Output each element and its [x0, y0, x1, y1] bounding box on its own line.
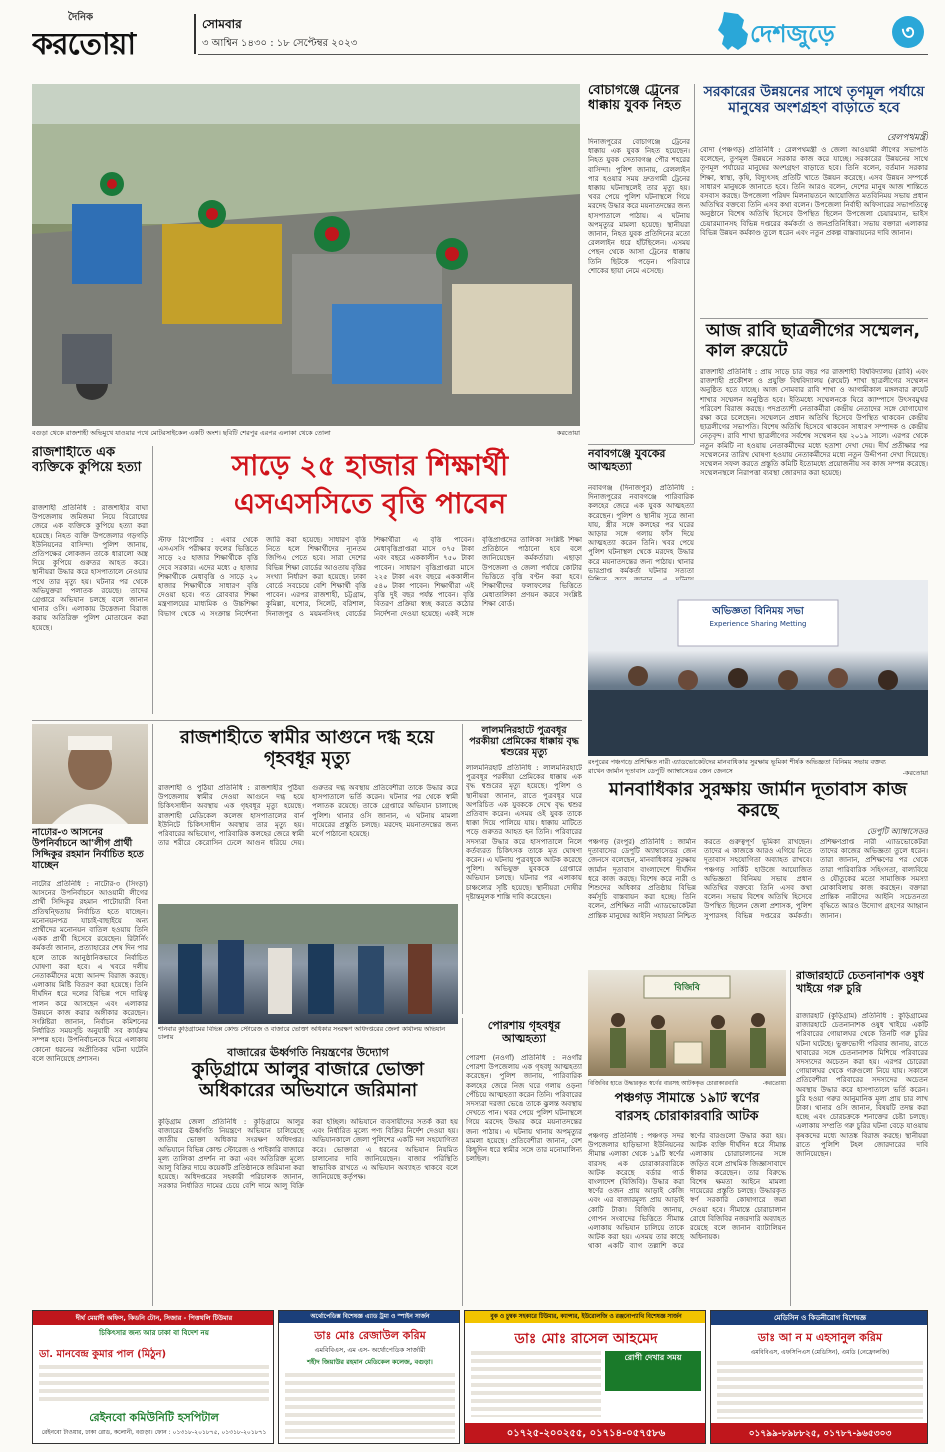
- masthead-underline: [198, 54, 928, 55]
- ad-rasel: [464, 1310, 706, 1444]
- meeting-photo: [588, 580, 928, 756]
- ad-ehsanul-degrees: এমবিবিএস, এফসিপিএস (মেডিসিন), এমডি (নেফ্রোলজি): [750, 1349, 890, 1356]
- story-kurigram: [158, 1044, 458, 1306]
- ad-rezaul-hospital: শহীদ জিয়াউর রহমান মেডিকেল কলেজ, বগুড়া।: [307, 1358, 433, 1366]
- ad-rainbow-title: দীর্ঘ মেয়াদী অফিস, কিডনি টোন, সিজার - পিত্তথলি টিউমার: [33, 1311, 274, 1325]
- border-photo-caption: [588, 1078, 786, 1090]
- story-porsha: [466, 1018, 582, 1306]
- story-bochaganj-body: দিনাজপুরের বোচাগঞ্জে ট্রেনের ধাক্কায় এক যুবক নিহত হয়েছেন। নিহত যুবক সেতাবগঞ্জ পৌর শহরের বাসিন্দা। পুলিশ জানায়, রেললাইন পার হওয়ার সময় দ্রুতগামী ট্রেনের ধাক্কায় ঘটনাস্থলেই তার মৃত্যু হয়। খবর পেয়ে পুলিশ ঘটনাস্থলে গিয়ে মরদেহ উদ্ধার করে ময়নাতদন্তের জন্য হাসপাতালে পাঠায়। এ ঘটনায় অপমৃত্যুর মামলা হয়েছে। স্থানীয়রা জানান, নিহত যুবক প্রতিদিনের মতো রেললাইন ধরে হাঁটছিলেন। এসময় পেছন থেকে আসা ট্রেনের ধাক্কায় তিনি ছিটকে পড়েন। পরিবারে শোকের ছায়া নেমে এসেছে।: [588, 138, 690, 275]
- ad-rainbow: [32, 1310, 274, 1444]
- story-bochaganj-headline: বোচাগঞ্জে ট্রেনের ধাক্কায় যুবক নিহত: [588, 84, 681, 113]
- ad-ehsanul-phone-bar: [711, 1423, 928, 1444]
- col-rule: [152, 446, 153, 714]
- ad-rasel-doctor: ডাঃ মোঃ রাসেল আহমেদ: [514, 1331, 658, 1347]
- meeting-photo-caption: [588, 758, 928, 778]
- masthead-logo-small: দৈনিক: [68, 12, 94, 23]
- story-chhatraleague: [700, 318, 928, 574]
- portrait: [32, 724, 148, 824]
- col-rule: [462, 724, 463, 1014]
- col-rule: [462, 1018, 463, 1306]
- masthead-logo: করতোয়া: [32, 27, 136, 62]
- ad-rezaul-title: অর্থোপেডিক্স বিশেষজ্ঞ এ্যাড ট্রমা ও স্পাইন সার্জন: [279, 1311, 460, 1323]
- market-photo: [158, 904, 458, 1024]
- story-gold-headline-2: বারসহ চোরাকারবারি আটক: [615, 1109, 759, 1124]
- story-lalmonirhat: [466, 724, 582, 1014]
- section-rule: [32, 720, 582, 721]
- story-fire-body: রাজশাহী ও পুঠিয়া প্রতিনিধি : রাজশাহীর পুঠিয়া উপজেলায় স্বামীর দেওয়া আগুনে দগ্ধ হয়ে চিকিৎসাধীন অবস্থায় এক গৃহবধূর মৃত্যু হয়েছে। রাজশাহী মেডিকেল কলেজ হাসপাতালের বার্ন ইউনিটে চিকিৎসাধীন অবস্থায় তার মৃত্যু হয়। পরিবারের অভিযোগ, পারিবারিক কলহের জেরে স্বামী তার শরীরে কেরোসিন ঢেলে আগুন ধরিয়ে দেয়। গুরুতর দগ্ধ অবস্থায় প্রতিবেশীরা তাকে উদ্ধার করে হাসপাতালে ভর্তি করেন। ঘটনার পর থেকে স্বামী পলাতক রয়েছে। তাকে গ্রেপ্তারে অভিযান চালাচ্ছে পুলিশ। থানার ওসি জানান, এ ঘটনায় মামলা দায়েরের প্রস্তুতি চলছে। মরদেহ ময়নাতদন্তের জন্য মর্গে পাঠানো হয়েছে।: [158, 784, 458, 848]
- ad-rezaul-degrees: এমবিবিএস, এম এস- অর্থোপেডিক সার্জারী: [314, 1346, 426, 1354]
- story-bypoll: [32, 828, 148, 1306]
- story-fire-headline: রাজশাহীতে স্বামীর আগুনে দগ্ধ হয়ে গৃহবধূর মৃত্যু: [179, 727, 435, 769]
- story-chhatraleague-headline: আজ রাবি ছাত্রলীগের সম্মেলন, কাল রুয়েটে: [706, 321, 920, 361]
- col-rule: [694, 84, 695, 444]
- story-nababganj-body: নবাবগঞ্জ (দিনাজপুর) প্রতিনিধি : দিনাজপুরের নবাবগঞ্জে পারিবারিক কলহের জেরে এক যুবক আত্মহত্যা করেছেন। পুলিশ ও স্থানীয় সূত্রে জানা যায়, স্ত্রীর সঙ্গে কলহের পর ঘরের আড়ার সঙ্গে গলায় ফাঁস দিয়ে আত্মহত্যা করেন তিনি। খবর পেয়ে পুলিশ ঘটনাস্থল থেকে মরদেহ উদ্ধার করে ময়নাতদন্তের জন্য পাঠায়। থানার ভারপ্রাপ্ত কর্মকর্তা ঘটনার সত্যতা: [588, 484, 694, 575]
- section-badge: [716, 10, 928, 54]
- story-gold: [588, 1092, 786, 1306]
- masthead: [18, 8, 928, 80]
- market-photo-caption: শনিবার কুড়িগ্রামের বিভিন্ন কোল্ড স্টোরেজ ও বাজারে ভোক্তা অধিকার সংরক্ষণ অধিদপ্তরের জেলা কার্যালয় অভিযান চালায়: [158, 1026, 445, 1041]
- page-number: ৩: [901, 20, 915, 44]
- rally-scene: [32, 84, 580, 426]
- story-porsha-body: পোরশা (নওগাঁ) প্রতিনিধি : নওগাঁর পোরশা উপজেলায় এক গৃহবধূ আত্মহত্যা করেছেন। পুলিশ জানায়, পারিবারিক কলহের জেরে নিজ ঘরে গলায় ওড়না পেঁচিয়ে আত্মহত্যা করেন তিনি। পরিবারের সদস্যরা দরজা ভেঙে তাকে ঝুলন্ত অবস্থায় দেখতে পান। খবর পেয়ে পুলিশ ঘটনাস্থলে গিয়ে মরদেহ উদ্ধার করে ময়নাতদন্তের জন্য পাঠায়। এ ঘটনায় থানায় অপমৃত্যুর মামলা হয়েছে। প্রতিবেশীরা জানান, বেশ কিছুদিন ধরে স্বামীর সঙ্গে তার মনোমালিন্য চলছিল।: [466, 1054, 582, 1164]
- border-photo-credit: -করতোয়া: [762, 1080, 786, 1087]
- story-nababganj-headline: নবাবগঞ্জে যুবকের আত্মহত্যা: [588, 447, 666, 473]
- page-number-circle: [892, 16, 924, 48]
- ad-rainbow-phone: রেইনবো টাওয়ার, ঢাকা রোড, কলোনী, বগুড়া। ফোন : ০১৩১৮-২০১৮৭৫, ০১৩১৮-২০১৮৭১: [41, 1429, 267, 1436]
- story-gold-headline-1: পঞ্চগড় সীমান্তে ১৯টি স্বর্ণের: [614, 1092, 760, 1106]
- lead-headline-line1: সাড়ে ২৫ হাজার শিক্ষার্থী: [231, 449, 509, 482]
- meeting-banner-en: Experience Sharing Metting: [709, 620, 807, 628]
- story-kurigram-body: কুড়িগ্রাম জেলা প্রতিনিধি : কুড়িগ্রামে আলুর বাজারের ঊর্ধ্বগতি নিয়ন্ত্রণে অভিযান চালিয়েছে জাতীয় ভোক্তা অধিকার সংরক্ষণ অধিদপ্তর। অভিযানে বিভিন্ন কোল্ড স্টোরেজ ও পাইকারি বাজারে মূল্য তালিকা প্রদর্শন না করা এবং অতিরিক্ত মূল্যে আলু বিক্রির দায়ে কয়েকটি প্রতিষ্ঠানকে জরিমানা করা হয়েছে। অধিদপ্তরের সহকারী পরিচালক জানান, সরকার নির্ধারিত দামের চেয়ে বেশি দামে আলু বিক্রি করা হচ্ছিল। অভিযানে ব্যবসায়ীদের সতর্ক করা হয় এবং নির্ধারিত মূল্যে পণ্য বিক্রির নির্দেশ দেওয়া হয়। অভিযানকালে জেলা পুলিশের একটি দল সহযোগিতা করে। ভোক্তারা এ ধরনের অভিযান নিয়মিত চালানোর দাবি জানিয়েছেন। বাজার পরিস্থিতি স্বাভাবিক রাখতে এ অভিযান অব্যাহত থাকবে বলে জানিয়েছে কর্তৃপক্ষ।: [158, 1118, 458, 1191]
- masthead-divider: [194, 14, 196, 54]
- top-photo: [32, 84, 580, 426]
- ad-rasel-title: বুক ও চুম্বক সহকারে টিউমার, ক্যান্সার, ইউরোলজি ও রঞ্জনোপ্যাথি বিশেষজ্ঞ সার্জন: [465, 1311, 706, 1323]
- story-cow-headline: রাজারহাটে চেতনানাশক ওষুধ খাইয়ে গরু চুরি: [796, 970, 925, 995]
- lead-story: [158, 446, 582, 718]
- ad-rainbow-doctor: ডা. মানবেন্দ্র কুমার পাল (মিঠুন): [39, 1349, 167, 1360]
- story-rangpur-body: বোদা (পঞ্চগড়) প্রতিনিধি : রেলপথমন্ত্রী ও জেলা আওয়ামী লীগের সভাপতি বলেছেন, তুণমূল উন্নয়নে সরকার কাজ করে যাচ্ছে। সরকারের উন্নয়নের সাথে তৃণমূল পর্যায়ের মানুষের অংশগ্রহণ বাড়াতে হবে। তিনি বলেন, বর্তমান সরকার শিক্ষা, স্বাস্থ্য, কৃষি, বিদ্যুৎসহ প্রতিটি খাতে উন্নয়ন করেছে। এসব উন্নয়ন সম্পর্কে সাধারণ মানুষকে জানাতে হবে। তিনি আরও বলেন, দেশের মানুষ আজ শান্তিতে বসবাস করছে। উপজেলা পরিষদ মিলনায়তনে আয়োজিত মতবিনিময় সভায় প্রধান অতিথির বক্তব্যে তিনি এসব কথা বলেন। উপজেলা নির্বাহী অফিসারের সভাপতিত্বে অনুষ্ঠানে বিশেষ অতিথি হিসেবে উপস্থিত ছিলেন উপজেলা চেয়ারম্যান, ভাইস চেয়ারম্যানসহ বিভিন্ন দপ্তরের কর্মকর্তা ও জনপ্রতিনিধিরা। সভায় বক্তারা এলাকার বিভিন্ন উন্নয়ন কর্মকাণ্ড তুলে ধরেন এবং নতুন প্রকল্প বাস্তবায়নের দাবি জানান।: [700, 146, 928, 237]
- story-rangpur-tagline: রেলপথমন্ত্রী: [886, 133, 928, 143]
- top-photo-caption: [32, 428, 580, 440]
- ad-rainbow-detail-block: [39, 1365, 269, 1405]
- story-bypoll-body: নাটোর প্রতিনিধি : নাটোর-৩ (সিংড়া) আসনের উপনির্বাচনে আওয়ামী লীগের প্রার্থী সিদ্দিকুর রহমান পাটোয়ারী বিনা প্রতিদ্বন্দ্বিতায় নির্বাচিত হতে যাচ্ছেন। মনোনয়নপত্র যাচাই-বাছাইয়ে অন্য প্রার্থীদের মনোনয়ন বাতিল হওয়ায় তিনি একক প্রার্থী হিসেবে রয়েছেন। রিটার্নিং কর্মকর্তা জানান, প্রত্যাহারের শেষ দিন পার হলে তাকে আনুষ্ঠানিকভাবে নির্বাচিত ঘোষণা করা হবে। এ খবরে দলীয় নেতাকর্মীদের মধ্যে আনন্দ বিরাজ করছে। এলাকায় মিষ্টি বিতরণ করা হয়েছে। তিনি দীর্ঘদিন ধরে দলের বিভিন্ন পদে দায়িত্ব পালন করে আসছেন এবং এলাকার উন্নয়নে কাজ করার অঙ্গীকার করেছেন। সংশ্লিষ্টরা জানান, নির্বাচন কমিশনের নির্ধারিত সময়সূচি অনুযায়ী সব কার্যক্রম সম্পন্ন হবে। উপনির্বাচনকে ঘিরে এলাকায় কোনো ধরনের অপ্রীতিকর ঘটনা ঘটেনি বলে জানিয়েছে প্রশাসন।: [32, 880, 148, 1063]
- story-cow-body: রাজারহাট (কুড়িগ্রাম) প্রতিনিধি : কুড়িগ্রামের রাজারহাটে চেতনানাশক ওষুধ খাইয়ে একটি পরিবারের গোয়ালঘর থেকে তিনটি গরু চুরির ঘটনা ঘটেছে। ভুক্তভোগী পরিবার জানায়, রাতে খাবারের সঙ্গে চেতনানাশক মিশিয়ে পরিবারের সদস্যদের অচেতন করা হয়। এরপর চোরেরা গোয়ালঘর থেকে গরুগুলো নিয়ে যায়। সকালে প্রতিবেশীরা পরিবারের সদস্যদের অচেতন অবস্থায় উদ্ধার করে হাসপাতালে ভর্তি করেন। চুরি হওয়া গরুর আনুমানিক মূল্য প্রায় চার লাখ টাকা। থানার ওসি জানান, বিষয়টি তদন্ত করা হচ্ছে এবং চোরচক্রকে শনাক্তের চেষ্টা চলছে। এলাকায় সম্প্রতি গরু চুরির ঘটনা বেড়ে যাওয়ায় কৃষকদের মধ্যে আতঙ্ক বিরাজ করছে। স্থানীয়রা রাতে পুলিশি টহল জোরদারের দাবি জানিয়েছেন।: [796, 1012, 928, 1159]
- ad-ehsanul-doctor: ডাঃ আ ন ম এহসানুল করিম: [757, 1331, 883, 1344]
- meeting-photo-credit: -করতোয়া: [902, 769, 928, 777]
- border-photo: [588, 970, 786, 1076]
- story-lalmonirhat-body: লালমনিরহাট প্রতিনিধি : লালমনিরহাটে পুত্রবধূর পরকীয়া প্রেমিকের ধাক্কায় এক বৃদ্ধ শ্বশুরের মৃত্যু হয়েছে। পুলিশ ও স্থানীয়রা জানান, রাতে পুত্রবধূর ঘরে অপরিচিত এক যুবককে দেখে বৃদ্ধ শ্বশুর প্রতিবাদ করেন। এসময় ওই যুবক তাকে ধাক্কা দিয়ে পালিয়ে যায়। ধাক্কায় মাটিতে পড়ে গুরুতর আহত হন তিনি। পরিবারের সদস্যরা উদ্ধার করে হাসপাতালে নিলে কর্তব্যরত চিকিৎসক তাকে মৃত ঘোষণা করেন। এ ঘটনায় পুত্রবধূকে আটক করেছে পুলিশ। অভিযুক্ত যুবককে গ্রেপ্তারে অভিযান চলছে। ঘটনার পর এলাকায় চাঞ্চল্যের সৃষ্টি হয়েছে। স্থানীয়রা দোষীর দৃষ্টান্তমূলক শাস্তি দাবি করেছেন।: [466, 764, 582, 901]
- ad-ehsanul-detail-block: [717, 1361, 923, 1419]
- top-photo-credit: করতোয়া: [556, 429, 580, 437]
- top-photo-caption-text: বগুড়া থেকে রাজশাহী অভিমুখে যাওয়ার পথে মোটরসাইকেল একটি অংশ। ছবিটি শেরপুর এরপর এলাকা থেকে তোলা: [32, 429, 331, 437]
- masthead-day: সোমবার: [202, 17, 242, 31]
- ad-rainbow-sub: চিকিৎসার জন্য আর ঢাকা বা বিদেশ নয়: [99, 1329, 209, 1337]
- border-photo-caption-text: বিজিবির হাতে উদ্ধারকৃত স্বর্ণের বারসহ আটককৃত চোরাকারবারি: [588, 1080, 738, 1087]
- story-german-body: পঞ্চগড় (রংপুর) প্রতিনিধি : জার্মান দূতাবাসের ডেপুটি অ্যাম্বাসেডর জেন জেনসে বলেছেন, মানবাধিকার সুরক্ষায় জার্মান দূতাবাস বাংলাদেশে দীর্ঘদিন ধরে কাজ করছে। বিশেষ করে নারী ও শিশুদের অধিকার প্রতিষ্ঠায় বিভিন্ন কর্মসূচি বাস্তবায়ন করা হচ্ছে। তিনি বলেন, প্রশিক্ষিত নারী এ্যাডভোকেটরা প্রান্তিক মানুষের আইনি সহায়তা নিশ্চিত করতে গুরুত্বপূর্ণ ভূমিকা রাখছেন। তাদের এ কাজকে আরও এগিয়ে নিতে দূতাবাস সহযোগিতা অব্যাহত রাখবে। পঞ্চগড় সার্কিট হাউজে আয়োজিত অভিজ্ঞতা বিনিময় সভায় প্রধান অতিথির বক্তব্যে তিনি এসব কথা বলেন। সভায় বিশেষ অতিথি হিসেবে উপস্থিত ছিলেন জেলা প্রশাসক, পুলিশ সুপারসহ বিভিন্ন দপ্তরের কর্মকর্তা। প্রশিক্ষণপ্রাপ্ত নারী এ্যাডভোকেটরা তাদের কাজের অভিজ্ঞতা তুলে ধরেন। তারা জানান, প্রশিক্ষণের পর থেকে তারা পারিবারিক সহিংসতা, বাল্যবিয়ে ও যৌতুকের মতো সামাজিক সমস্যা মোকাবিলায় কাজ করছেন। বক্তারা প্রান্তিক নারীদের আইনি সচেতনতা বৃদ্ধিতে আরও উদ্যোগ গ্রহণের আহ্বান জানান।: [588, 838, 928, 920]
- story-fire: [158, 724, 458, 900]
- ad-rasel-detail-block: [471, 1351, 601, 1417]
- story-gold-body: পঞ্চগড় প্রতিনিধি : পঞ্চগড় সদর উপজেলার হাড়িভাসা ইউনিয়নের সীমান্ত এলাকা থেকে ১৯টি স্বর্ণের বারসহ এক চোরাকারবারিকে আটক করেছে বর্ডার গার্ড বাংলাদেশ (বিজিবি)। উদ্ধার করা স্বর্ণের ওজন প্রায় আড়াই কেজি এবং এর বাজারমূল্য প্রায় আড়াই কোটি টাকা। বিজিবি জানায়, গোপন সংবাদের ভিত্তিতে সীমান্ত এলাকায় অভিযান চালিয়ে তাকে আটক করা হয়। এসময় তার কাছে থাকা একটি ব্যাগ তল্লাশি করে স্বর্ণের বারগুলো উদ্ধার করা হয়। আটক ব্যক্তি দীর্ঘদিন ধরে সীমান্ত এলাকায় চোরাচালানের সঙ্গে জড়িত বলে প্রাথমিক জিজ্ঞাসাবাদে স্বীকার করেছেন। তার বিরুদ্ধে বিশেষ ক্ষমতা আইনে মামলা দায়েরের প্রস্তুতি চলছে। উদ্ধারকৃত স্বর্ণ সরকারি কোষাগারে জমা দেওয়া হবে। সীমান্তে চোরাচালান রোধে বিজিবির নজরদারি অব্যাহত রয়েছে বলে জানান ব্যাটালিয়ন অধিনায়ক।: [588, 1132, 786, 1251]
- col-rule: [152, 724, 153, 1306]
- ad-rasel-phone-bar: [465, 1423, 706, 1444]
- masthead-date: ৩ আশ্বিন ১৪৩০ : ১৮ সেপ্টেম্বর ২০২৩: [202, 38, 358, 49]
- ad-rasel-hours: রোগী দেখার সময়: [624, 1353, 682, 1362]
- story-chhatraleague-body: রাজশাহী প্রতিনিধি : প্রায় সাড়ে চার বছর পর রাজশাহী বিশ্ববিদ্যালয় (রাবি) এবং রাজশাহী প্রকৌশল ও প্রযুক্তি বিশ্ববিদ্যালয় (রুয়েট) শাখা ছাত্রলীগের সম্মেলন অনুষ্ঠিত হতে যাচ্ছে। আজ সোমবার রাবি শাখা ও আগামীকাল মঙ্গলবার রুয়েট শাখার সম্মেলন অনুষ্ঠিত হবে। ইতিমধ্যে সম্মেলনকে ঘিরে ক্যাম্পাসে উৎসবমুখর পরিবেশ বিরাজ করছে। পদপ্রত্যাশী নেতাকর্মীরা কেন্দ্রীয় নেতাদের সঙ্গে যোগাযোগ রক্ষা করে চলেছেন। সম্মেলনে প্রধান অতিথি হিসেবে উপস্থিত থাকবেন কেন্দ্রীয় ছাত্রলীগের সভাপতি। বিশেষ অতিথি হিসেবে থাকবেন সাধারণ সম্পাদক ও কেন্দ্রীয় নেতৃবৃন্দ। রাবি শাখা ছাত্রলীগের সর্বশেষ সম্মেলন হয় ২০১৯ সালে। এরপর থেকে নতুন কমিটি না হওয়ায় নেতাকর্মীদের মধ্যে হতাশা দেখা দেয়। দীর্ঘ প্রতীক্ষার পর সম্মেলনের তারিখ ঘোষণা হওয়ায় নেতাকর্মীদের মধ্যে নতুন উদ্দীপনা দেখা দিয়েছে। সম্মেলন সফল করতে প্রস্তুতি কমিটি ইতোমধ্যে প্রয়োজনীয় সব কাজ সম্পন্ন করেছে। সম্মেলনস্থলে নিরাপত্তা ব্যবস্থা জোরদার করা হয়েছে।: [700, 368, 928, 478]
- story-kurigram-headline: কুড়িগ্রামে আলুর বাজারে ভোক্তা অধিকারের অভিযানে জরিমানা: [192, 1059, 424, 1101]
- ad-rasel-phone: ০১৭২৫-২০০২৫৫, ০১৭১৪-০৫৭৫৮৬: [506, 1428, 666, 1439]
- lead-body: স্টাফ রিপোর্টার : এবার থেকে এসএসসি পরীক্ষার ফলের ভিত্তিতে সাড়ে ২৫ হাজার শিক্ষার্থীকে বৃত্তি দেবে সরকার। এদের মধ্যে ৫ হাজার শিক্ষার্থীকে মেধাবৃত্তি ও সাড়ে ২০ হাজার শিক্ষার্থীকে সাধারণ বৃত্তি দেওয়া হবে। গত রোববার শিক্ষা মন্ত্রণালয়ের মাধ্যমিক ও উচ্চশিক্ষা বিভাগ থেকে এ সংক্রান্ত নির্দেশনা জারি করা হয়েছে। সাধারণ বৃত্তি নিতে হলে শিক্ষার্থীদের ন্যূনতম জিপিএ পেতে হবে। সারা দেশের বিভিন্ন শিক্ষা বোর্ডের আওতায় বৃত্তির সংখ্যা নির্ধারণ করা হয়েছে। ঢাকা বোর্ডে সবচেয়ে বেশি শিক্ষার্থী বৃত্তি পাবেন। এরপর রাজশাহী, চট্টগ্রাম, কুমিল্লা, যশোর, সিলেট, বরিশাল, দিনাজপুর ও ময়মনসিংহ বোর্ডের শিক্ষার্থীরা এ বৃত্তি পাবেন। মেধাবৃত্তিপ্রাপ্তরা মাসে ৩৭৫ টাকা এবং বছরে এককালীন ৭৫০ টাকা পাবেন। সাধারণ বৃত্তিপ্রাপ্তরা মাসে ২২৫ টাকা এবং বছরে এককালীন ৫৪০ টাকা পাবেন। শিক্ষার্থীরা এই বৃত্তি দুই বছর পর্যন্ত পাবেন। বৃত্তি বিতরণ প্রক্রিয়া স্বচ্ছ করতে কঠোর নির্দেশনা দেওয়া হয়েছে। একই সঙ্গে বৃত্তিপ্রাপ্তদের তালিকা সংশ্লিষ্ট শিক্ষা প্রতিষ্ঠানে পাঠানো হবে বলে জানিয়েছেন কর্মকর্তারা। এছাড়া উপজেলা ও জেলা পর্যায়ে কোটার ভিত্তিতে বৃত্তি বণ্টন করা হবে। শিক্ষার্থীদের ফলাফলের ভিত্তিতে মেধাতালিকা প্রণয়ন করবে সংশ্লিষ্ট শিক্ষা বোর্ড।: [158, 536, 582, 618]
- market-scene: [158, 904, 458, 1024]
- meeting-photo-caption-text: রংপুরের পঞ্চগড়ে প্রশিক্ষিত নারী এ্যাডভোকেটদের মানবাধিকার সুরক্ষায় ভূমিকা শীর্ষক অভিজ্ঞতা বিনিময় সভায় বক্তব্য রাখেন জার্মান দূতাবাস ডেপুটি অ্যাম্বাসেডর জেন জেনসে: [588, 758, 886, 775]
- ad-ehsanul-phone: ০১৭৯৯-৮৯৮৮২৫, ০১৭৮৭-৯৬৫৩০৩: [748, 1429, 892, 1439]
- ad-ehsanul-title: মেডিসিন ও কিডনীরোগ বিশেষজ্ঞ: [711, 1311, 928, 1325]
- ad-ehsanul: [710, 1310, 928, 1444]
- ad-rezaul-doctor: ডাঃ মোঃ রেজাউল করিম: [314, 1329, 426, 1342]
- bypoll-photo: [32, 724, 148, 824]
- story-rule: [700, 318, 928, 319]
- story-kurigram-kicker: বাজারের ঊর্ধ্বগতি নিয়ন্ত্রণের উদ্যোগ: [227, 1046, 389, 1059]
- story-german-tagline: ডেপুটি অ্যাম্বাসেডর: [866, 827, 928, 836]
- ad-rainbow-hospital: রেইনবো কমিউনিটি হসপিটাল: [89, 1411, 219, 1424]
- ad-rasel-hours-box: [605, 1351, 701, 1391]
- col-rule: [790, 970, 791, 1306]
- ad-rezaul: [278, 1310, 460, 1444]
- lead-headline-line2: এসএসসিতে বৃত্তি পাবেন: [233, 487, 507, 520]
- border-sign: বিজিবি: [674, 983, 700, 993]
- story-lalmonirhat-headline: লালমনিরহাটে পুত্রবধূর পরকীয়া প্রেমিকের ধাক্কায় বৃদ্ধ শ্বশুরের মৃত্যু: [469, 725, 579, 758]
- ad-rezaul-detail-block: [285, 1373, 455, 1439]
- story-german-headline: মানবাধিকার সুরক্ষায় জার্মান দূতাবাস কাজ করছে: [609, 780, 907, 821]
- story-rajshahi-murder-headline: রাজশাহীতে এক ব্যক্তিকে কুপিয়ে হত্যা: [32, 446, 142, 475]
- story-porsha-headline: পোরশায় গৃহবধূর আত্মহত্যা: [487, 1019, 561, 1045]
- story-cow: [796, 970, 928, 1306]
- story-rangpur-headline: সরকারের উন্নয়নের সাথে তৃণমূল পর্যায়ে মানুষের অংশগ্রহণ বাড়াতে হবে: [703, 84, 925, 117]
- story-rangpur: [700, 84, 928, 314]
- story-bypoll-headline: নাটোর-৩ আসনের উপনির্বাচনে আ'লীগ প্রার্থী সিদ্দিকুর রহমান নির্বাচিত হতে যাচ্ছেন: [32, 828, 144, 871]
- bangladesh-map-icon: [716, 10, 752, 52]
- story-german: [588, 780, 928, 968]
- story-rajshahi-murder-body: রাজশাহী প্রতিনিধি : রাজশাহীর বাঘা উপজেলায় জমিজমা নিয়ে বিরোধের জেরে এক ব্যক্তিকে কুপিয়ে হত্যা করা হয়েছে। নিহত ব্যক্তি উপজেলার গড়গড়ি ইউনিয়নের বাসিন্দা। পুলিশ জানায়, প্রতিপক্ষের লোকজন তাকে ধারালো অস্ত্র দিয়ে কুপিয়ে গুরুতর আহত করে। স্থানীয়রা উদ্ধার করে হাসপাতালে নেওয়ার পথে তার মৃত্যু হয়। ঘটনার পর থেকে অভিযুক্তরা পলাতক রয়েছে। তাদের গ্রেপ্তারে অভিযান চলছে বলে জানান থানার ওসি। এলাকায় উত্তেজনা বিরাজ করায় অতিরিক্ত পুলিশ মোতায়েন করা হয়েছে।: [32, 504, 148, 632]
- meeting-banner: অভিজ্ঞতা বিনিময় সভা: [712, 606, 804, 617]
- story-rule: [588, 444, 694, 445]
- section-title: দেশজুড়ে: [750, 20, 835, 48]
- story-rajshahi-murder: [32, 446, 148, 718]
